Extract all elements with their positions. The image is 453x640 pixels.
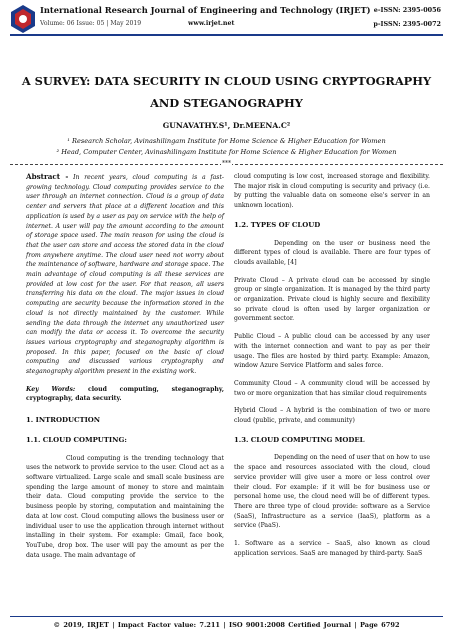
keywords-label: Key Words: <box>26 385 76 393</box>
affiliation-1: ¹ Research Scholar, Avinashilingam Institute for Home Science & Higher Education for Women <box>67 137 386 145</box>
paragraph-cloud-model: Depending on the need of user that on how to use the space and resources associated with the cloud, cloud service provider will give user a more or less control over their cloud. For example: if it will be for business use or personal home use, the cloud need will be of different types. There are three type of cloud provide: software as a Service (SaaS), Infrastructure as a service (IaaS), platform as a service (PaaS). <box>234 454 430 530</box>
p-issn: p-ISSN: 2395-0072 <box>373 20 441 28</box>
abstract-text: In recent years, cloud computing is a fast-growing technology. Cloud computing provides service to the user through an internet connection. Cloud is a group of data center and servers that place at a different location and this application is used by a user as pay on service with the help of internet. A user will pay the amount according to the amount of storage space used. The main reason for using the cloud is that the user can store and access the stored data in the cloud from anywhere anytime. The cloud user need not worry about the maintenance of software, hardware and storage space. The main advantage of cloud computing is all these services are provided at low cost for the user. For that reason, all users transferring his data on the cloud. The major issues in cloud computing are security because the information stored in the cloud is not directly maintained by the customer. While sending the data through the internet any unauthorized user can modify the data or access it. To overcome the security issues various cryptography and steganography algorithm is proposed. In this paper, focused on the basic of cloud computing and discussed various cryptography and steganography algorithm present in the existing work. <box>26 174 224 376</box>
paragraph-continued: cloud computing is low cost, increased storage and flexibility. The major risk in cloud computing is security and privacy (i.e. by putting the valuable data on someone else's server in an unknown location). <box>234 173 430 210</box>
abstract-label: Abstract - <box>26 172 69 181</box>
irjet-logo-icon <box>10 4 36 34</box>
paragraph-public-cloud: Public Cloud – A public cloud can be accessed by any user with the internet connection and want to pay as per their usage. The files are hosted by third party. Example: Amazon, window Azure Service Platform and sales force. <box>234 333 430 370</box>
journal-header <box>0 0 453 40</box>
affiliation-2: ² Head, Computer Center, Avinashilingam Institute for Home Science & Higher Education for Women <box>56 148 397 156</box>
keywords-text: cloud computing, steganography, cryptography, data security. <box>26 385 224 403</box>
header-divider <box>10 34 443 36</box>
paragraph-hybrid-cloud: Hybrid Cloud – A hybrid is the combination of two or more cloud (public, private, and community) <box>234 407 430 425</box>
paragraph-cloud-computing: Cloud computing is the trending technology that uses the network to provide service to the user. Cloud act as a software virtualized. Large scale and small scale business are spending the large amount of money to store and maintain their data. Cloud computing provide the service to the business people by storing, computation and maintaining the data at low cost. Cloud computing allows the business user or individual user to use the application through internet without installing in their system. For example: Gmail, face book, YouTube, drop box. The user will pay the amount as per the data usage. The main advantage of <box>26 454 224 559</box>
journal-name: International Research Journal of Engineering and Technology (IRJET) <box>40 5 371 15</box>
heading-introduction: 1. INTRODUCTION <box>26 416 101 425</box>
paragraph-private-cloud: Private Cloud – A private cloud can be accessed by single group or single organization. It is managed by the third party or organization. Private cloud is highly secure and flexibility so private cloud is often used by larger organization or government sector. <box>234 276 430 323</box>
paper-authors: GUNAVATHY.S¹, Dr.MEENA.C² <box>162 121 291 130</box>
journal-url-link[interactable]: www.irjet.net <box>188 20 235 27</box>
divider-stars: *** <box>222 160 231 167</box>
keywords <box>26 385 224 404</box>
paper-title: A SURVEY: DATA SECURITY IN CLOUD USING CRYPTOGRAPHY AND STEGANOGRAPHY <box>21 74 432 110</box>
left-column <box>26 172 224 560</box>
e-issn: e-ISSN: 2395-0056 <box>373 6 441 14</box>
paragraph-saas: 1. Software as a service – SaaS, also known as cloud application services. SaaS are managed by third-party. SaaS <box>234 540 430 557</box>
footer-divider <box>10 616 443 617</box>
paragraph-community-cloud: Community Cloud – A community cloud will be accessed by two or more organization that has similar cloud requirements <box>234 379 430 397</box>
heading-types-of-cloud: 1.2. TYPES OF CLOUD <box>234 220 321 229</box>
heading-cloud-computing: 1.1. CLOUD COMPUTING: <box>26 435 127 444</box>
heading-cloud-model: 1.3. CLOUD COMPUTING MODEL <box>234 435 365 444</box>
page-footer: © 2019, IRJET | Impact Factor value: 7.211 | ISO 9001:2008 Certified Journal | Page 6792 <box>53 621 400 629</box>
paragraph-types: Depending on the user or business need the different types of cloud is available. There are four types of clouds available, [4] <box>234 239 430 266</box>
abstract <box>26 172 224 377</box>
right-column <box>234 172 430 559</box>
journal-volume: Volume: 06 Issue: 05 | May 2019 <box>40 20 142 27</box>
